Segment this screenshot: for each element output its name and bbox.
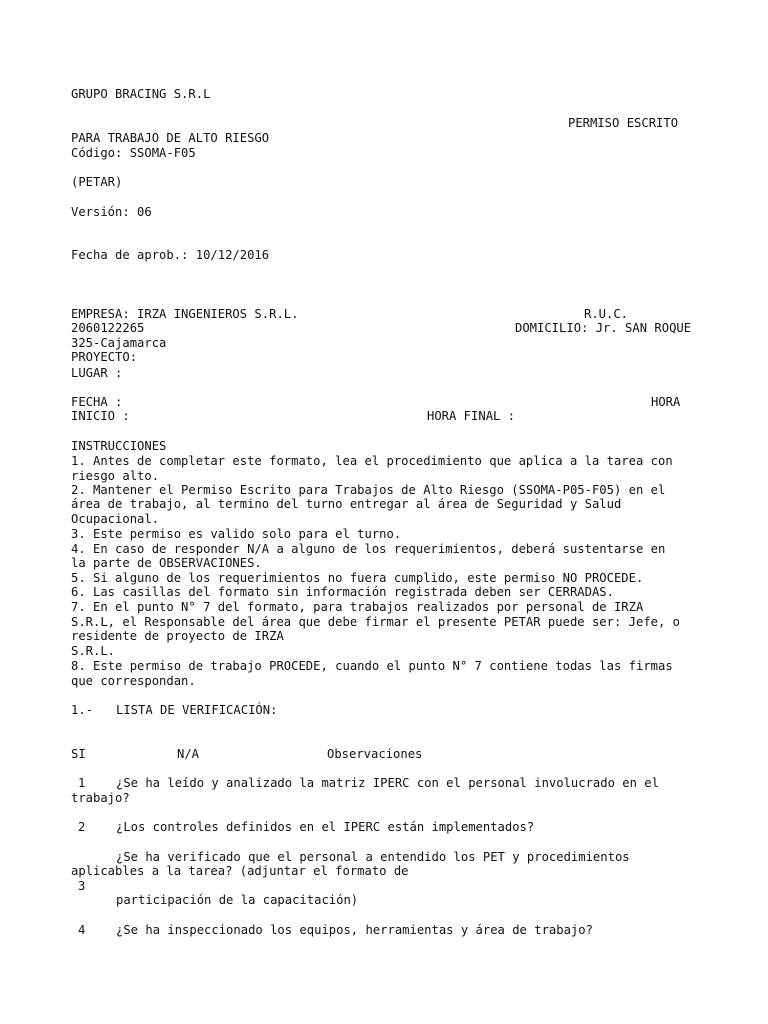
checklist-question: ¿Se ha inspeccionado los equipos, herramientas y área de trabajo?: [116, 923, 593, 937]
instruction-line: residente de proyecto de IRZA: [71, 629, 284, 643]
domicilio-field: DOMICILIO: Jr. SAN ROQUE: [515, 321, 692, 335]
proyecto-field: PROYECTO:: [71, 350, 138, 364]
inicio-field: INICIO :: [71, 409, 130, 423]
checklist-question: ¿Se ha verificado que el personal a entendido los PET y procedimientos: [116, 850, 630, 864]
checklist-item-number: 3: [78, 879, 86, 893]
instruction-line: riesgo alto.: [71, 469, 160, 483]
instructions-title: INSTRUCCIONES: [71, 439, 167, 453]
checklist-question: ¿Los controles definidos en el IPERC están implementados?: [116, 820, 535, 834]
instruction-line: 6. Las casillas del formato sin información registrada deben ser CERRADAS.: [71, 585, 614, 599]
instruction-line: 1. Antes de completar este formato, lea el procedimiento que aplica a la tarea con: [71, 454, 673, 468]
checklist-question: ¿Se ha leído y analizado la matriz IPERC con el personal involucrado en el: [116, 776, 659, 790]
hora-label: HORA: [651, 395, 681, 409]
ruc-label: R.U.C.: [584, 307, 629, 321]
instruction-line: 4. En caso de responder N/A a alguno de los requerimientos, deberá sustentarse en: [71, 542, 666, 556]
lugar-field: LUGAR :: [71, 366, 123, 380]
column-header-observaciones: Observaciones: [327, 747, 423, 761]
instruction-line: 2. Mantener el Permiso Escrito para Trabajos de Alto Riesgo (SSOMA-P05-F05) en el: [71, 483, 666, 497]
petar-label: (PETAR): [71, 175, 123, 189]
instruction-line: la parte de OBSERVACIONES.: [71, 556, 262, 570]
document-code: Código: SSOMA-F05: [71, 146, 196, 160]
para-trabajo-title: PARA TRABAJO DE ALTO RIESGO: [71, 131, 270, 145]
section-title: LISTA DE VERIFICACIÓN:: [116, 703, 278, 717]
version-label: Versión: 06: [71, 205, 152, 219]
checklist-item-number: 2: [78, 820, 86, 834]
checklist-question-cont: aplicables a la tarea? (adjuntar el formato de: [71, 864, 409, 878]
instruction-line: que correspondan.: [71, 674, 196, 688]
column-header-na: N/A: [177, 747, 200, 761]
checklist-question-cont: participación de la capacitación): [116, 893, 359, 907]
instruction-line: 7. En el punto N° 7 del formato, para trabajos realizados por personal de IRZA: [71, 600, 644, 614]
instruction-line: 8. Este permiso de trabajo PROCEDE, cuando el punto N° 7 contiene todas las firmas: [71, 659, 673, 673]
empresa-field: EMPRESA: IRZA INGENIEROS S.R.L.: [71, 307, 299, 321]
ruc-value: 2060122265: [71, 321, 145, 335]
company-name: GRUPO BRACING S.R.L: [71, 87, 211, 101]
checklist-question-cont: trabajo?: [71, 791, 130, 805]
checklist-item-number: 1: [78, 776, 86, 790]
instruction-line: 5. Si alguno de los requerimientos no fuera cumplido, este permiso NO PROCEDE.: [71, 571, 644, 585]
instruction-line: Ocupacional.: [71, 512, 160, 526]
instruction-line: 3. Este permiso es valido solo para el turno.: [71, 527, 402, 541]
checklist-item-number: 4: [78, 923, 86, 937]
instruction-line: S.R.L, el Responsable del área que debe firmar el presente PETAR puede ser: Jefe, o: [71, 615, 681, 629]
fecha-field: FECHA :: [71, 395, 123, 409]
section-number: 1.-: [71, 703, 94, 717]
hora-final-field: HORA FINAL :: [427, 409, 516, 423]
permiso-escrito-title: PERMISO ESCRITO: [568, 116, 679, 130]
instruction-line: área de trabajo, al termino del turno entregar al área de Seguridad y Salud: [71, 497, 622, 511]
column-header-si: SI: [71, 747, 86, 761]
instruction-line: S.R.L.: [71, 644, 116, 658]
approval-date: Fecha de aprob.: 10/12/2016: [71, 248, 270, 262]
domicilio-continuation: 325-Cajamarca: [71, 336, 167, 350]
